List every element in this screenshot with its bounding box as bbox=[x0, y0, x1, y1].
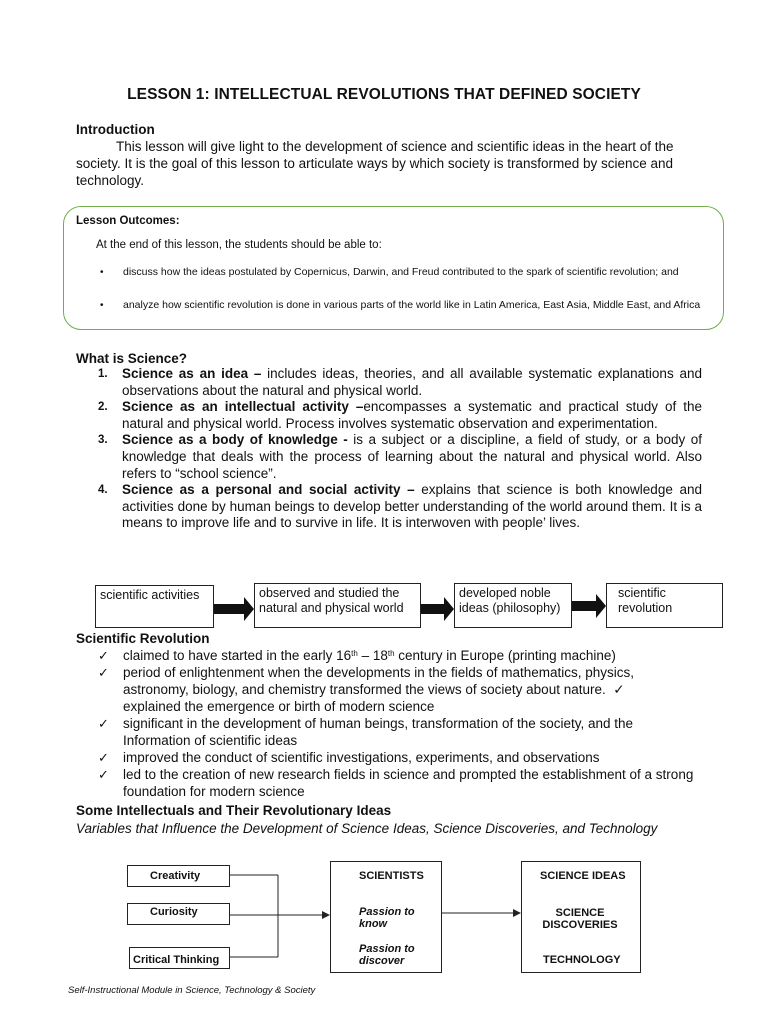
intellectuals-heading: Some Intellectuals and Their Revolutionary Ideas bbox=[76, 803, 392, 818]
list-item: 2. Science as an intellectual activity –encompasses a systematic and practical study of the natural and physical world. Process involves systematic observation and experimentation. bbox=[98, 399, 702, 431]
list-item: ✓ significant in the development of human beings, transformation of the society, and the Information of scientific ideas bbox=[98, 716, 634, 748]
flow-box-scientific-revolution: scientific revolution bbox=[606, 583, 723, 628]
checkmark-icon: ✓ bbox=[98, 750, 109, 765]
bullet-icon: • bbox=[100, 267, 104, 278]
list-item: ✓ led to the creation of new research fields in science and prompted the establishment of a strong foundation for modern science bbox=[98, 767, 694, 799]
checkmark-icon: ✓ bbox=[98, 716, 109, 731]
checkmark-icon: ✓ bbox=[613, 682, 625, 697]
outcome-item: • discuss how the ideas postulated by Copernicus, Darwin, and Freud contributed to the spark of scientific revolution; and bbox=[100, 265, 706, 281]
outcomes-title: Lesson Outcomes: bbox=[76, 215, 180, 227]
list-item: 3. Science as a body of knowledge - is a subject or a discipline, a field of study, or a body of knowledge that deals with the process of learning about the natural and physical world. Also refers to “school science”. bbox=[98, 432, 702, 481]
page-footer: Self-Instructional Module in Science, Technology & Society bbox=[68, 985, 316, 996]
scientists-box bbox=[330, 861, 442, 973]
scientists-title: SCIENTISTS bbox=[359, 870, 424, 882]
list-item: ✓ improved the conduct of scientific investigations, experiments, and observations bbox=[98, 750, 600, 765]
bullet-icon: • bbox=[100, 300, 104, 311]
list-item: 4. Science as a personal and social activity – explains that science is both knowledge and activities done by human beings to develop better understanding of the world around them. It is a means to improve life and to survive in life. It is interwoven with people’ lives. bbox=[98, 482, 702, 531]
outcomes-box bbox=[521, 861, 641, 973]
critical-thinking-box: Critical Thinking bbox=[129, 947, 230, 969]
list-item: 1. Science as an idea – includes ideas, theories, and all available systematic explanations and observations about the natural and physical world. bbox=[98, 366, 702, 398]
outcome-item: • analyze how scientific revolution is done in various parts of the world like in Latin America, East Asia, Middle East, and Africa bbox=[100, 298, 706, 314]
creativity-box: Creativity bbox=[127, 865, 230, 887]
checkmark-icon: ✓ bbox=[98, 767, 109, 782]
technology-label: TECHNOLOGY bbox=[543, 954, 621, 966]
passion-to-discover: Passion to discover bbox=[359, 943, 415, 967]
list-item: ✓ claimed to have started in the early 16th – 18th century in Europe (printing machine) bbox=[98, 648, 616, 663]
checkmark-icon: ✓ bbox=[98, 648, 109, 663]
flow-box-observed: observed and studied the natural and physical world bbox=[254, 583, 421, 628]
intellectuals-subtitle: Variables that Influence the Development of Science Ideas, Science Discoveries, and Technology bbox=[76, 821, 658, 836]
list-item: ✓ period of enlightenment when the developments in the fields of mathematics, physics, astronomy, biology, and chemistry transformed the views of society about nature. ✓ explained the emergence or birth of modern science bbox=[98, 665, 635, 714]
scientific-revolution-heading: Scientific Revolution bbox=[76, 631, 210, 646]
introduction-heading: Introduction bbox=[76, 122, 155, 137]
introduction-text: This lesson will give light to the development of science and scientific ideas in the heart of the society. It is the goal of this lesson to articulate ways by which society is transformed by science and technology. bbox=[76, 139, 674, 188]
science-discoveries-label: SCIENCE DISCOVERIES bbox=[542, 907, 618, 931]
flow-box-scientific-activities: scientific activities bbox=[95, 585, 214, 628]
passion-to-know: Passion to know bbox=[359, 906, 415, 930]
lesson-title: LESSON 1: INTELLECTUAL REVOLUTIONS THAT DEFINED SOCIETY bbox=[127, 86, 641, 103]
science-ideas-label: SCIENCE IDEAS bbox=[540, 870, 626, 882]
what-is-science-heading: What is Science? bbox=[76, 351, 188, 366]
curiosity-box: Curiosity bbox=[127, 903, 230, 925]
outcomes-lead: At the end of this lesson, the students should be able to: bbox=[96, 239, 382, 251]
checkmark-icon: ✓ bbox=[98, 665, 109, 680]
flow-box-noble-ideas: developed noble ideas (philosophy) bbox=[454, 583, 572, 628]
